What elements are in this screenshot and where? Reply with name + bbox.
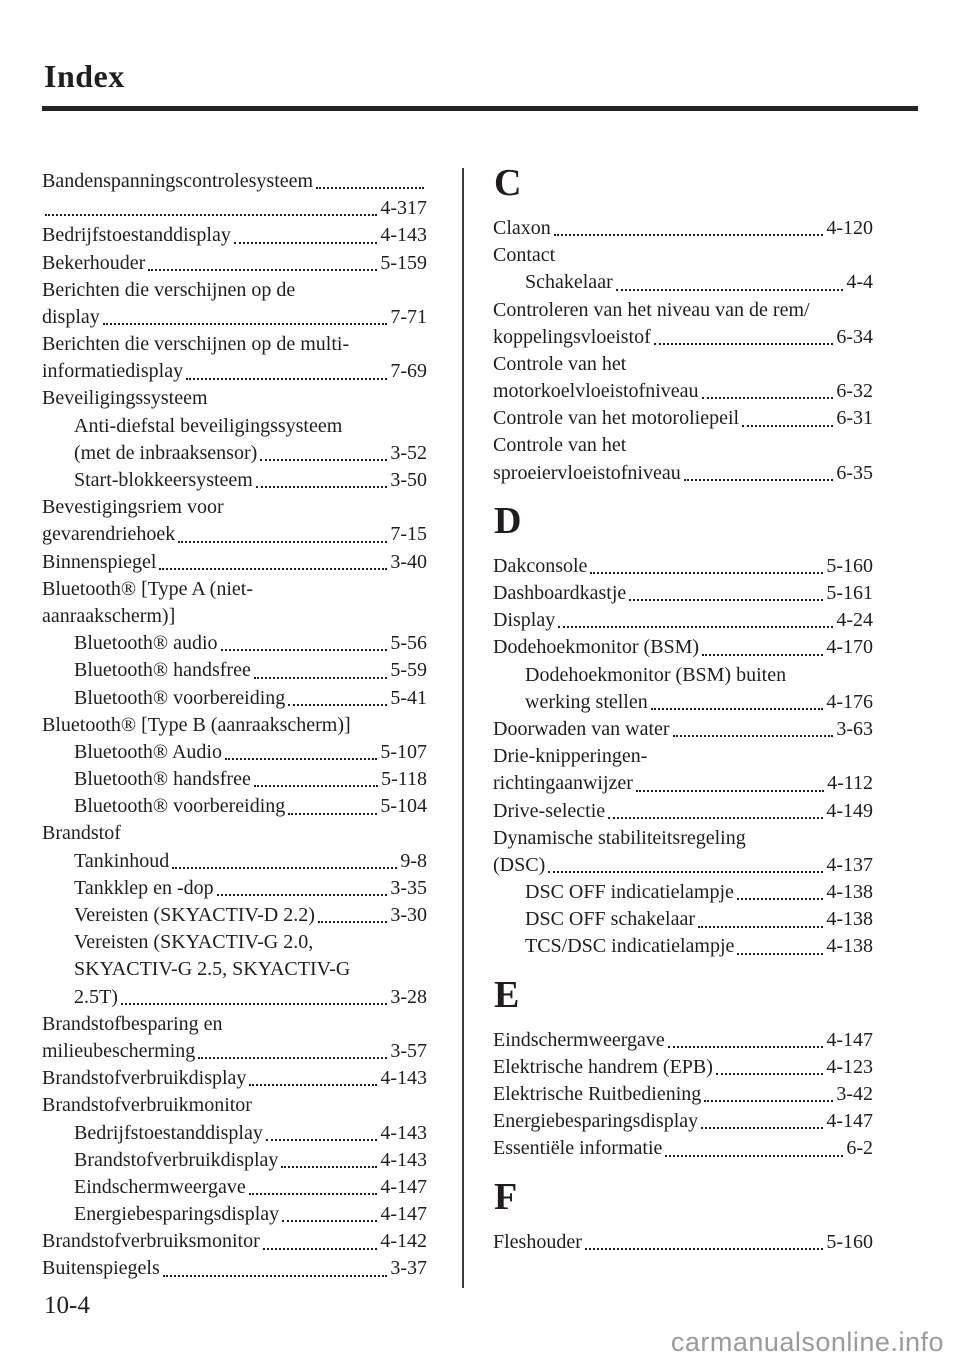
entry-label: Vereisten (SKYACTIV-G 2.0, [74, 931, 314, 954]
page-ref: 3-42 [836, 1083, 873, 1106]
index-entry [42, 521, 427, 548]
dot-leader [103, 323, 388, 325]
page-ref: 4-123 [826, 1055, 873, 1078]
entry-label: Contact [493, 244, 556, 267]
index-entry [42, 793, 427, 820]
section-heading-D: D [494, 499, 522, 542]
dot-leader [737, 953, 823, 955]
entry-label: SKYACTIV-G 2.5, SKYACTIV-G [74, 958, 351, 981]
dot-leader [217, 894, 388, 896]
entry-label: Tankinhoud [74, 849, 170, 872]
header-rule [42, 106, 918, 111]
dot-leader [684, 479, 834, 481]
entry-label: Bluetooth® Audio [74, 740, 222, 763]
entry-label: koppelingsvloeistof [493, 325, 651, 348]
dot-leader [249, 1193, 378, 1195]
index-entry [493, 852, 873, 879]
page-ref: 4-138 [826, 881, 873, 904]
page-ref: 5-41 [390, 686, 427, 709]
entry-label: Bluetooth® handsfree [74, 768, 251, 791]
index-entry [42, 657, 427, 684]
page-ref: 6-31 [836, 407, 873, 430]
dot-leader [608, 817, 823, 819]
page-ref: 6-35 [836, 461, 873, 484]
page-ref: 5-56 [390, 632, 427, 655]
page-ref: 3-40 [390, 550, 427, 573]
entry-label: gevarendriehoek [42, 523, 176, 546]
dot-leader [288, 704, 387, 706]
entry-label: Brandstofverbruikdisplay [74, 1148, 279, 1171]
index-column-right [493, 162, 873, 1256]
dot-leader [316, 187, 424, 189]
entry-label: 2.5T) [74, 985, 118, 1008]
index-entry [493, 1054, 873, 1081]
entry-label: Drie-knipperingen- [493, 745, 648, 768]
index-entry [493, 716, 873, 743]
index-entry [493, 689, 873, 716]
page-ref: 4-147 [380, 1203, 427, 1226]
page-ref: 4-112 [827, 772, 873, 795]
entry-label: Brandstofverbruikmonitor [42, 1094, 252, 1117]
page-ref: 4-149 [826, 799, 873, 822]
entry-label: Controle van het [493, 352, 627, 375]
index-entry [42, 902, 427, 929]
dot-leader [45, 214, 377, 216]
dot-leader [701, 1127, 823, 1129]
entry-label: Bluetooth® handsfree [74, 659, 251, 682]
index-entry [42, 929, 427, 956]
entry-label: Elektrische Ruitbediening [493, 1083, 702, 1106]
page-ref: 4-176 [826, 690, 873, 713]
dot-leader [636, 790, 824, 792]
entry-label: richtingaanwijzer [493, 772, 633, 795]
entry-label: Schakelaar [525, 271, 613, 294]
dot-leader [256, 486, 387, 488]
dot-leader [198, 1057, 387, 1059]
entry-label: Drive-selectie [493, 799, 606, 822]
page-ref: 4-147 [826, 1110, 873, 1133]
page-ref: 4-138 [826, 908, 873, 931]
page-ref: 3-63 [836, 717, 873, 740]
index-entry [42, 358, 427, 385]
page-ref: 6-34 [836, 325, 873, 348]
entry-label: Bluetooth® voorbereiding [74, 795, 286, 818]
page-ref: 3-28 [390, 985, 427, 1008]
page-ref: 5-59 [390, 659, 427, 682]
dot-leader [163, 1275, 388, 1277]
page-ref: 3-50 [390, 469, 427, 492]
footer-page-number: 10-4 [44, 1292, 90, 1319]
entry-label: werking stellen [525, 690, 648, 713]
dot-leader [254, 677, 388, 679]
index-column-left [42, 168, 427, 1283]
index-entry [42, 1120, 427, 1147]
dot-leader [266, 1139, 377, 1141]
dot-leader [263, 1248, 378, 1250]
entry-label: Bandenspanningscontrolesysteem [42, 169, 314, 192]
entry-label: Buitenspiegels [42, 1257, 160, 1280]
page-ref: 3-35 [390, 876, 427, 899]
dot-leader [665, 1155, 843, 1157]
dot-leader [221, 649, 388, 651]
watermark: carmanualsonline.info [670, 1327, 944, 1357]
index-entry [42, 603, 427, 630]
entry-label: Dodehoekmonitor (BSM) [493, 636, 700, 659]
index-entry [42, 304, 427, 331]
index-entry [493, 798, 873, 825]
index-entry [493, 242, 873, 269]
index-entry [42, 549, 427, 576]
dot-leader [742, 425, 833, 427]
dot-leader [548, 871, 823, 873]
index-entry [42, 277, 427, 304]
page-ref: 4-4 [846, 271, 873, 294]
entry-label: DSC OFF indicatielampje [525, 881, 734, 904]
page-ref: 5-118 [381, 768, 427, 791]
section-heading-E: E [494, 973, 520, 1016]
index-entry [493, 607, 873, 634]
index-columns [42, 162, 873, 1288]
index-entry [493, 460, 873, 487]
index-entry [42, 1147, 427, 1174]
index-entry [493, 1229, 873, 1256]
dot-leader [281, 1166, 377, 1168]
entry-label: Brandstofverbruikdisplay [42, 1067, 247, 1090]
dot-leader [225, 758, 377, 760]
index-entry [42, 739, 427, 766]
dot-leader [702, 397, 834, 399]
index-entry [42, 1228, 427, 1255]
entry-label: Energiebesparingsdisplay [74, 1203, 280, 1226]
page-ref: 5-104 [380, 795, 427, 818]
page-ref: 5-107 [380, 740, 427, 763]
index-entry [42, 712, 427, 739]
entry-label: Tankklep en -dop [74, 876, 214, 899]
index-entry [493, 433, 873, 460]
index-entry [493, 1081, 873, 1108]
dot-leader [121, 1003, 387, 1005]
index-entry [493, 934, 873, 961]
entry-label: Eindschermweergave [493, 1028, 665, 1051]
index-entry [493, 662, 873, 689]
entry-label: Bevestigingsriem voor [42, 496, 224, 519]
entry-label: Bedrijfstoestanddisplay [42, 224, 231, 247]
page-ref: 4-147 [826, 1028, 873, 1051]
entry-label: Bluetooth® [Type B (aanraakscherm)] [42, 713, 351, 736]
entry-label: Dakconsole [493, 554, 588, 577]
dot-leader [702, 654, 823, 656]
entry-label: Doorwaden van water [493, 717, 670, 740]
dot-leader [654, 343, 834, 345]
entry-label: (DSC) [493, 853, 546, 876]
index-entry [42, 1092, 427, 1119]
index-entry [493, 405, 873, 432]
index-entry [42, 168, 427, 195]
index-entry [42, 222, 427, 249]
dot-leader [254, 785, 378, 787]
entry-label: Binnenspiegel [42, 550, 157, 573]
page-ref: 4-143 [380, 1067, 427, 1090]
index-entry [42, 1011, 427, 1038]
page-ref: 7-69 [390, 360, 427, 383]
index-entry [42, 848, 427, 875]
page-ref: 7-15 [390, 523, 427, 546]
page-ref: 3-37 [390, 1257, 427, 1280]
dot-leader [318, 921, 387, 923]
page-ref: 3-52 [390, 441, 427, 464]
entry-label: sproeiervloeistofniveau [493, 461, 681, 484]
page-ref: 4-137 [826, 853, 873, 876]
index-entry [493, 825, 873, 852]
entry-label: Bekerhouder [42, 251, 146, 274]
index-entry [42, 984, 427, 1011]
page-ref: 5-160 [826, 1230, 873, 1253]
index-entry [493, 1108, 873, 1135]
index-entry [493, 743, 873, 770]
index-entry [42, 1256, 427, 1283]
entry-label: Dashboardkastje [493, 582, 627, 605]
entry-label: Brandstofverbruiksmonitor [42, 1230, 260, 1253]
entry-label: Berichten die verschijnen op de multi- [42, 333, 350, 356]
entry-label: Controleren van het niveau van de rem/ [493, 298, 810, 321]
entry-label: display [42, 305, 100, 328]
page-ref: 4-143 [380, 1148, 427, 1171]
index-entry [42, 1201, 427, 1228]
index-entry [493, 297, 873, 324]
page-ref: 4-143 [380, 224, 427, 247]
index-entry [42, 467, 427, 494]
entry-label: (met de inbraaksensor) [74, 441, 258, 464]
dot-leader [282, 1220, 377, 1222]
index-entry [493, 1135, 873, 1162]
index-entry [42, 630, 427, 657]
entry-label: Bluetooth® voorbereiding [74, 686, 286, 709]
page-ref: 9-8 [400, 849, 427, 872]
index-entry [42, 440, 427, 467]
page-ref: 5-160 [826, 554, 873, 577]
page-ref: 4-170 [826, 636, 873, 659]
column-divider [462, 168, 464, 1288]
dot-leader [590, 572, 823, 574]
dot-leader [288, 813, 377, 815]
index-entry [42, 766, 427, 793]
entry-label: Eindschermweergave [74, 1175, 246, 1198]
dot-leader [558, 626, 833, 628]
dot-leader [629, 599, 823, 601]
dot-leader [704, 1100, 833, 1102]
entry-label: Brandstof [42, 822, 121, 845]
index-entry [493, 906, 873, 933]
page-ref: 4-138 [826, 935, 873, 958]
page-ref: 4-120 [826, 216, 873, 239]
dot-leader [260, 459, 387, 461]
entry-label: Dodehoekmonitor (BSM) buiten [525, 663, 787, 686]
entry-label: DSC OFF schakelaar [525, 908, 695, 931]
entry-label: Bluetooth® audio [74, 632, 218, 655]
page-ref: 7-71 [390, 305, 427, 328]
index-entry [42, 1038, 427, 1065]
dot-leader [668, 1046, 824, 1048]
index-entry [42, 250, 427, 277]
index-entry [42, 685, 427, 712]
page-ref: 4-142 [380, 1230, 427, 1253]
index-entry [42, 195, 427, 222]
entry-label: Elektrische handrem (EPB) [493, 1055, 713, 1078]
index-entry [42, 821, 427, 848]
entry-label: Essentiële informatie [493, 1137, 663, 1160]
dot-leader [716, 1073, 823, 1075]
page-ref: 4-143 [380, 1121, 427, 1144]
index-entry [42, 494, 427, 521]
page-ref: 3-57 [390, 1039, 427, 1062]
index-entry [493, 553, 873, 580]
dot-leader [737, 898, 823, 900]
entry-label: motorkoelvloeistofniveau [493, 380, 699, 403]
index-entry [493, 1027, 873, 1054]
page-ref: 4-317 [380, 197, 427, 220]
entry-label: Bluetooth® [Type A (niet- [42, 577, 253, 600]
page-ref: 5-161 [826, 582, 873, 605]
index-entry [493, 770, 873, 797]
dot-leader [554, 234, 824, 236]
dot-leader [234, 242, 377, 244]
dot-leader [148, 269, 377, 271]
index-entry [493, 580, 873, 607]
entry-label: Vereisten (SKYACTIV-D 2.2) [74, 904, 315, 927]
entry-label: Display [493, 609, 556, 632]
page-ref: 4-147 [380, 1175, 427, 1198]
dot-leader [698, 926, 823, 928]
dot-leader [616, 289, 844, 291]
index-entry [493, 879, 873, 906]
index-entry [42, 1174, 427, 1201]
entry-label: Dynamische stabiliteitsregeling [493, 826, 746, 849]
entry-label: Berichten die verschijnen op de [42, 278, 296, 301]
entry-label: milieubescherming [42, 1039, 196, 1062]
section-heading-C: C [494, 162, 522, 204]
entry-label: Start-blokkeersysteem [74, 469, 253, 492]
index-entry [493, 324, 873, 351]
index-entry [42, 1065, 427, 1092]
index-entry [493, 215, 873, 242]
entry-label: TCS/DSC indicatielampje [525, 935, 735, 958]
dot-leader [178, 541, 387, 543]
entry-label: aanraakscherm)] [42, 604, 176, 627]
dot-leader [673, 735, 834, 737]
index-entry [42, 576, 427, 603]
section-heading-F: F [494, 1175, 518, 1218]
page-ref: 6-32 [836, 380, 873, 403]
page-ref: 4-24 [836, 609, 873, 632]
dot-leader [249, 1084, 377, 1086]
index-entry [42, 413, 427, 440]
index-entry [493, 378, 873, 405]
dot-leader [186, 378, 387, 380]
dot-leader [172, 867, 397, 869]
index-entry [493, 351, 873, 378]
dot-leader [159, 568, 387, 570]
index-entry [42, 331, 427, 358]
index-entry [42, 956, 427, 983]
index-entry [42, 875, 427, 902]
entry-label: Fleshouder [493, 1230, 582, 1253]
page-ref: 6-2 [846, 1137, 873, 1160]
entry-label: Controle van het motoroliepeil [493, 407, 740, 430]
page-ref: 3-30 [390, 904, 427, 927]
entry-label: Controle van het [493, 434, 627, 457]
index-entry [493, 269, 873, 296]
entry-label: Anti-diefstal beveiligingssysteem [74, 414, 343, 437]
page-title: Index [44, 58, 125, 94]
dot-leader [651, 708, 824, 710]
entry-label: Bedrijfstoestanddisplay [74, 1121, 263, 1144]
page-ref: 5-159 [380, 251, 427, 274]
dot-leader [585, 1248, 823, 1250]
index-entry [493, 634, 873, 661]
entry-label: Beveiligingssysteem [42, 387, 208, 410]
entry-label: informatiedisplay [42, 360, 184, 383]
entry-label: Claxon [493, 216, 551, 239]
index-entry [42, 386, 427, 413]
entry-label: Energiebesparingsdisplay [493, 1110, 699, 1133]
entry-label: Brandstofbesparing en [42, 1012, 223, 1035]
